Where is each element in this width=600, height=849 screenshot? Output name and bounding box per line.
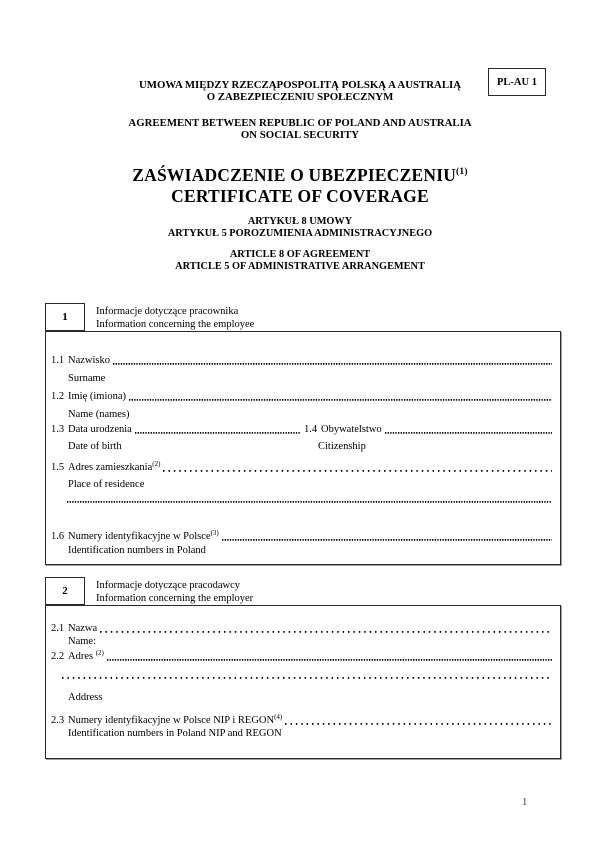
dotted-fill-line — [107, 647, 552, 663]
field-label-pl: Nazwisko — [68, 355, 110, 366]
field-label-pl: Numery identyfikacyjne w Polsce NIP i REGON$^{(4)}$ — [68, 713, 283, 726]
footnote-ref-1: (1) — [456, 167, 468, 177]
field-sublabels-row — [51, 440, 552, 453]
field-number: 1.6 — [51, 531, 65, 542]
dotted-fill-line — [163, 458, 552, 474]
field-label-pl: Adres $^{(2)}$ — [68, 649, 104, 662]
field-row-1-5 — [51, 458, 552, 474]
field-number: 2.2 — [51, 651, 65, 662]
field-number: 2.3 — [51, 715, 65, 726]
dotted-fill-line — [285, 711, 552, 727]
footnote-ref-3: (3) — [210, 529, 219, 537]
doc-title-en: CERTIFICATE OF COVERAGE — [171, 186, 429, 207]
dotted-fill-line — [135, 423, 301, 436]
field-label-en: Surname — [68, 373, 106, 384]
dotted-fill-line — [62, 668, 552, 681]
field-row-1-1 — [51, 354, 552, 367]
field-row-2-2 — [51, 647, 552, 663]
field-label-pl: Adres zamieszkania$^{(2)}$ — [68, 460, 161, 473]
field-label-en: Name (names) — [68, 409, 130, 420]
doc-title-pl: ZAŚWIADCZENIE O UBEZPIECZENIU$^{(1)}$ — [132, 164, 468, 185]
header-en-line2: ON SOCIAL SECURITY — [240, 129, 360, 141]
section-2-number-box — [45, 577, 85, 605]
section-1-title-pl: Informacje dotyczące pracownika — [96, 306, 239, 317]
dotted-fill-line — [113, 354, 552, 367]
field-label-en: Citizenship — [318, 441, 366, 452]
article-pl-line1: ARTYKUŁ 8 UMOWY — [247, 216, 353, 227]
dotted-fill-line — [67, 492, 552, 505]
section-2-number: 2 — [62, 585, 68, 597]
section-2-body — [45, 605, 561, 759]
header-polish — [0, 76, 600, 103]
doc-title — [0, 162, 600, 208]
field-number: 1.5 — [51, 462, 65, 473]
field-number: 1.2 — [51, 391, 65, 402]
articles-polish — [0, 216, 600, 239]
article-en-line1: ARTICLE 8 OF AGREEMENT — [229, 249, 371, 260]
field-label-pl: Data urodzenia — [68, 424, 132, 435]
articles-english — [0, 249, 600, 272]
section-1-number: 1 — [62, 311, 68, 323]
field-row-1-3-1-4 — [51, 423, 552, 436]
header-pl-line1: UMOWA MIĘDZY RZECZĄPOSPOLITĄ POLSKĄ A AUSTRALIĄ — [138, 79, 462, 91]
dotted-fill-line — [129, 390, 552, 403]
field-label-pl: Imię (imiona) — [68, 391, 127, 402]
header-pl-line2: O ZABEZPIECZENIU SPOŁECZNYM — [206, 91, 394, 103]
field-row-1-6 — [51, 527, 552, 543]
field-label-pl: Nazwa — [68, 623, 98, 634]
footnote-ref-2: (2) — [152, 460, 161, 468]
field-1-3 — [51, 423, 301, 436]
dotted-fill-line — [100, 622, 552, 635]
field-label-pl: Numery identyfikacyjne w Polsce$^{(3)}$ — [68, 529, 219, 542]
section-1-number-box — [45, 303, 85, 331]
form-code-label: PL-AU 1 — [497, 76, 537, 88]
field-label-en: Place of residence — [68, 479, 145, 490]
field-label-en: Identification numbers in Poland — [68, 545, 206, 556]
footnote-ref-2: (2) — [95, 649, 104, 657]
page-number: 1 — [522, 797, 528, 808]
field-number: 1.1 — [51, 355, 65, 366]
header-en-line1: AGREEMENT BETWEEN REPUBLIC OF POLAND AND AUSTRALIA — [128, 117, 472, 129]
dotted-fill-line — [385, 423, 552, 436]
section-2-title — [96, 579, 253, 605]
field-label-pl: Obywatelstwo — [321, 424, 382, 435]
article-en-line2: ARTICLE 5 OF ADMINISTRATIVE ARRANGEMENT — [175, 260, 425, 272]
section-2-title-en: Information concerning the employer — [96, 593, 254, 604]
section-1-body — [45, 331, 561, 565]
field-row-2-3 — [51, 711, 552, 727]
section-2-title-pl: Informacje dotyczące pracodawcy — [96, 580, 240, 591]
field-row-1-2 — [51, 390, 552, 403]
header-english — [0, 117, 600, 141]
field-number: 2.1 — [51, 623, 65, 634]
footnote-ref-4: (4) — [274, 713, 283, 721]
article-pl-line2: ARTYKUŁ 5 POROZUMIENIA ADMINISTRACYJNEGO — [167, 227, 433, 239]
field-1-4 — [301, 423, 552, 436]
section-1-title — [96, 305, 254, 331]
field-row-2-1 — [51, 622, 552, 635]
field-label-en: Name: — [68, 636, 96, 647]
field-label-en: Identification numbers in Poland NIP and REGON — [68, 728, 282, 739]
field-label-en: Date of birth — [68, 441, 122, 452]
section-1-title-en: Information concerning the employee — [96, 319, 255, 330]
dotted-fill-line — [222, 527, 552, 543]
field-number: 1.3 — [51, 424, 65, 435]
field-number: 1.4 — [304, 424, 318, 435]
field-label-en: Address — [68, 692, 103, 703]
